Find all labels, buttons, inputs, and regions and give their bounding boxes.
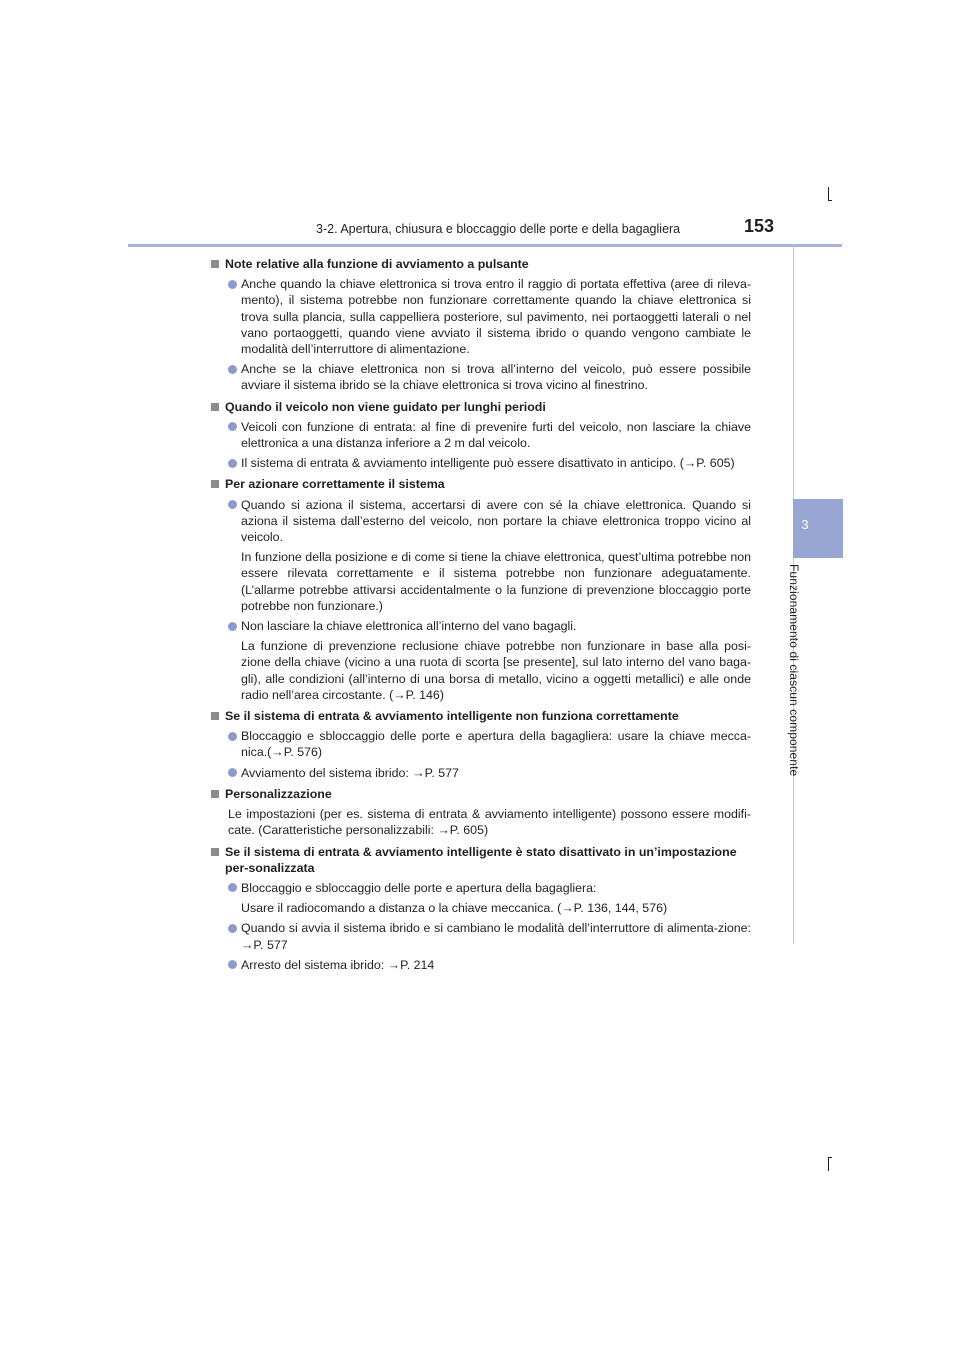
circle-bullet-icon — [228, 422, 237, 431]
circle-bullet-icon — [228, 732, 237, 741]
bullet-item — [228, 455, 751, 471]
bullet-item — [228, 765, 751, 781]
bullet-item — [228, 728, 751, 760]
circle-bullet-icon — [228, 960, 237, 969]
chapter-number: 3 — [801, 517, 809, 532]
bullet-body — [241, 957, 751, 973]
bullet-body — [241, 765, 751, 781]
square-bullet-icon — [211, 712, 219, 720]
note-section — [211, 256, 751, 394]
note-section — [211, 844, 751, 973]
bullet-paragraph: Anche quando la chiave elettronica si trova entro il raggio di portata effettiva (aree di rileva-mento), il sistema potrebbe non funzionare correttamente quando la chiave elettronica si trova sulla plancia, sulla cappelliera posteriore, sul pavimento, nei portaoggetti laterali o nel vano portaoggetti, quando viene avviato il sistema ibrido o quando vengono cambiate le modalità dell’interruttore di alimentazione. — [241, 277, 751, 357]
note-section — [211, 476, 751, 703]
chapter-tab — [793, 499, 843, 558]
bullet-paragraph: Anche se la chiave elettronica non si trova all’interno del veicolo, può essere possibile avviare il sistema ibrido se la chiave elettronica si trova vicino al finestrino. — [241, 362, 751, 393]
circle-bullet-icon — [228, 280, 237, 289]
crop-mark-bottom-tick — [828, 1157, 832, 1158]
bullet-body — [241, 497, 751, 614]
bullet-item — [228, 920, 751, 952]
section-heading — [211, 399, 751, 415]
crop-mark-top — [828, 187, 829, 201]
bullet-item — [228, 880, 751, 916]
bullet-body — [241, 728, 751, 760]
bullet-paragraph: Arresto del sistema ibrido: →P. 214 — [241, 957, 435, 972]
circle-bullet-icon — [228, 459, 237, 468]
section-heading — [211, 256, 751, 272]
bullet-body — [241, 276, 751, 357]
bullet-paragraph: Quando si aziona il sistema, accertarsi di avere con sé la chiave elettronica. Quando si aziona il sistema dall’esterno del veicolo, non portare la chiave elettronica troppo vicino al veicolo. — [241, 497, 751, 545]
square-bullet-icon — [211, 260, 219, 268]
section-heading-text: Per azionare correttamente il sistema — [225, 477, 445, 492]
bullet-body — [241, 618, 751, 703]
crop-mark-bottom — [828, 1157, 829, 1171]
bullet-paragraph: Veicoli con funzione di entrata: al fine di prevenire furti del veicolo, non lasciare la chiave elettronica a una distanza inferiore a 2 m dal veicolo. — [241, 419, 751, 451]
circle-bullet-icon — [228, 768, 237, 777]
bullet-item — [228, 618, 751, 703]
square-bullet-icon — [211, 403, 219, 411]
bullet-paragraph: Usare il radiocomando a distanza o la chiave meccanica. (→P. 136, 144, 576) — [241, 901, 668, 916]
bullet-item — [228, 361, 751, 393]
circle-bullet-icon — [228, 500, 237, 509]
chapter-label: Funzionamento di ciascun componente — [787, 564, 801, 777]
circle-bullet-icon — [228, 883, 237, 892]
bullet-paragraph: Avviamento del sistema ibrido: →P. 577 — [241, 765, 459, 780]
bullet-body — [241, 361, 751, 393]
section-heading — [211, 786, 751, 802]
bullet-item — [228, 497, 751, 614]
square-bullet-icon — [211, 480, 219, 488]
square-bullet-icon — [211, 848, 219, 856]
section-heading-text: Se il sistema di entrata & avviamento intelligente è stato disattivato in un’impostazione per-sonalizzata — [225, 844, 737, 875]
note-section — [211, 708, 751, 781]
section-heading-text: Note relative alla funzione di avviamento a pulsante — [225, 257, 529, 271]
header-rule — [128, 244, 842, 247]
page-body — [211, 256, 751, 978]
note-section — [211, 786, 751, 839]
bullet-paragraph: Non lasciare la chiave elettronica all’interno del vano bagagli. — [241, 619, 577, 634]
bullet-paragraph: La funzione di prevenzione reclusione chiave potrebbe non funzionare in base alla posi-zione della chiave (vicino a una ruota di scorta [se presente], sul lato interno del vano baga-gli), alle condizioni (all’interno di una borsa di metallo, vicino a oggetti metallici) e alle onde radio nell’area circostante. (→P. 146) — [241, 639, 751, 702]
bullet-item — [228, 957, 751, 973]
bullet-paragraph: Quando si avvia il sistema ibrido e si cambiano le modalità dell’interruttore di alimenta-zione: →P. 577 — [241, 921, 751, 952]
section-heading — [211, 476, 751, 492]
bullet-paragraph: Bloccaggio e sbloccaggio delle porte e apertura della bagagliera: usare la chiave mecca-nica.(→P. 576) — [241, 729, 751, 760]
crop-mark-top-tick — [828, 200, 832, 201]
running-header-title: 3-2. Apertura, chiusura e bloccaggio delle porte e della bagagliera — [316, 222, 681, 236]
bullet-item — [228, 419, 751, 451]
circle-bullet-icon — [228, 365, 237, 374]
bullet-paragraph: Bloccaggio e sbloccaggio delle porte e apertura della bagagliera: — [241, 880, 597, 895]
bullet-paragraph: Il sistema di entrata & avviamento intelligente può essere disattivato in anticipo. (→P. 605) — [241, 456, 735, 471]
bullet-body — [241, 419, 751, 451]
section-heading — [211, 708, 751, 724]
circle-bullet-icon — [228, 924, 237, 933]
section-body-text: Le impostazioni (per es. sistema di entrata & avviamento intelligente) possono essere modifi-cate. (Caratteristiche personalizzabili: →P. 605) — [228, 807, 751, 838]
bullet-body — [241, 455, 751, 471]
bullet-body — [241, 920, 751, 952]
section-heading-text: Quando il veicolo non viene guidato per lunghi periodi — [225, 399, 546, 414]
bullet-item — [228, 276, 751, 357]
circle-bullet-icon — [228, 622, 237, 631]
bullet-paragraph: In funzione della posizione e di come si tiene la chiave elettronica, quest’ultima potrebbe non essere rilevata correttamente e il sistema potrebbe non funzionare adeguatamente. (L’allarme potrebbe attivarsi accidentalmente o la funzione di prevenzione bloccaggio porte potrebbe non funzionare.) — [241, 550, 751, 613]
square-bullet-icon — [211, 790, 219, 798]
section-heading-text: Se il sistema di entrata & avviamento intelligente non funziona correttamente — [225, 709, 679, 724]
bullet-body — [241, 880, 751, 916]
page-number: 153 — [744, 216, 775, 236]
section-heading — [211, 844, 751, 876]
note-section — [211, 399, 751, 472]
section-heading-text: Personalizzazione — [225, 786, 332, 801]
